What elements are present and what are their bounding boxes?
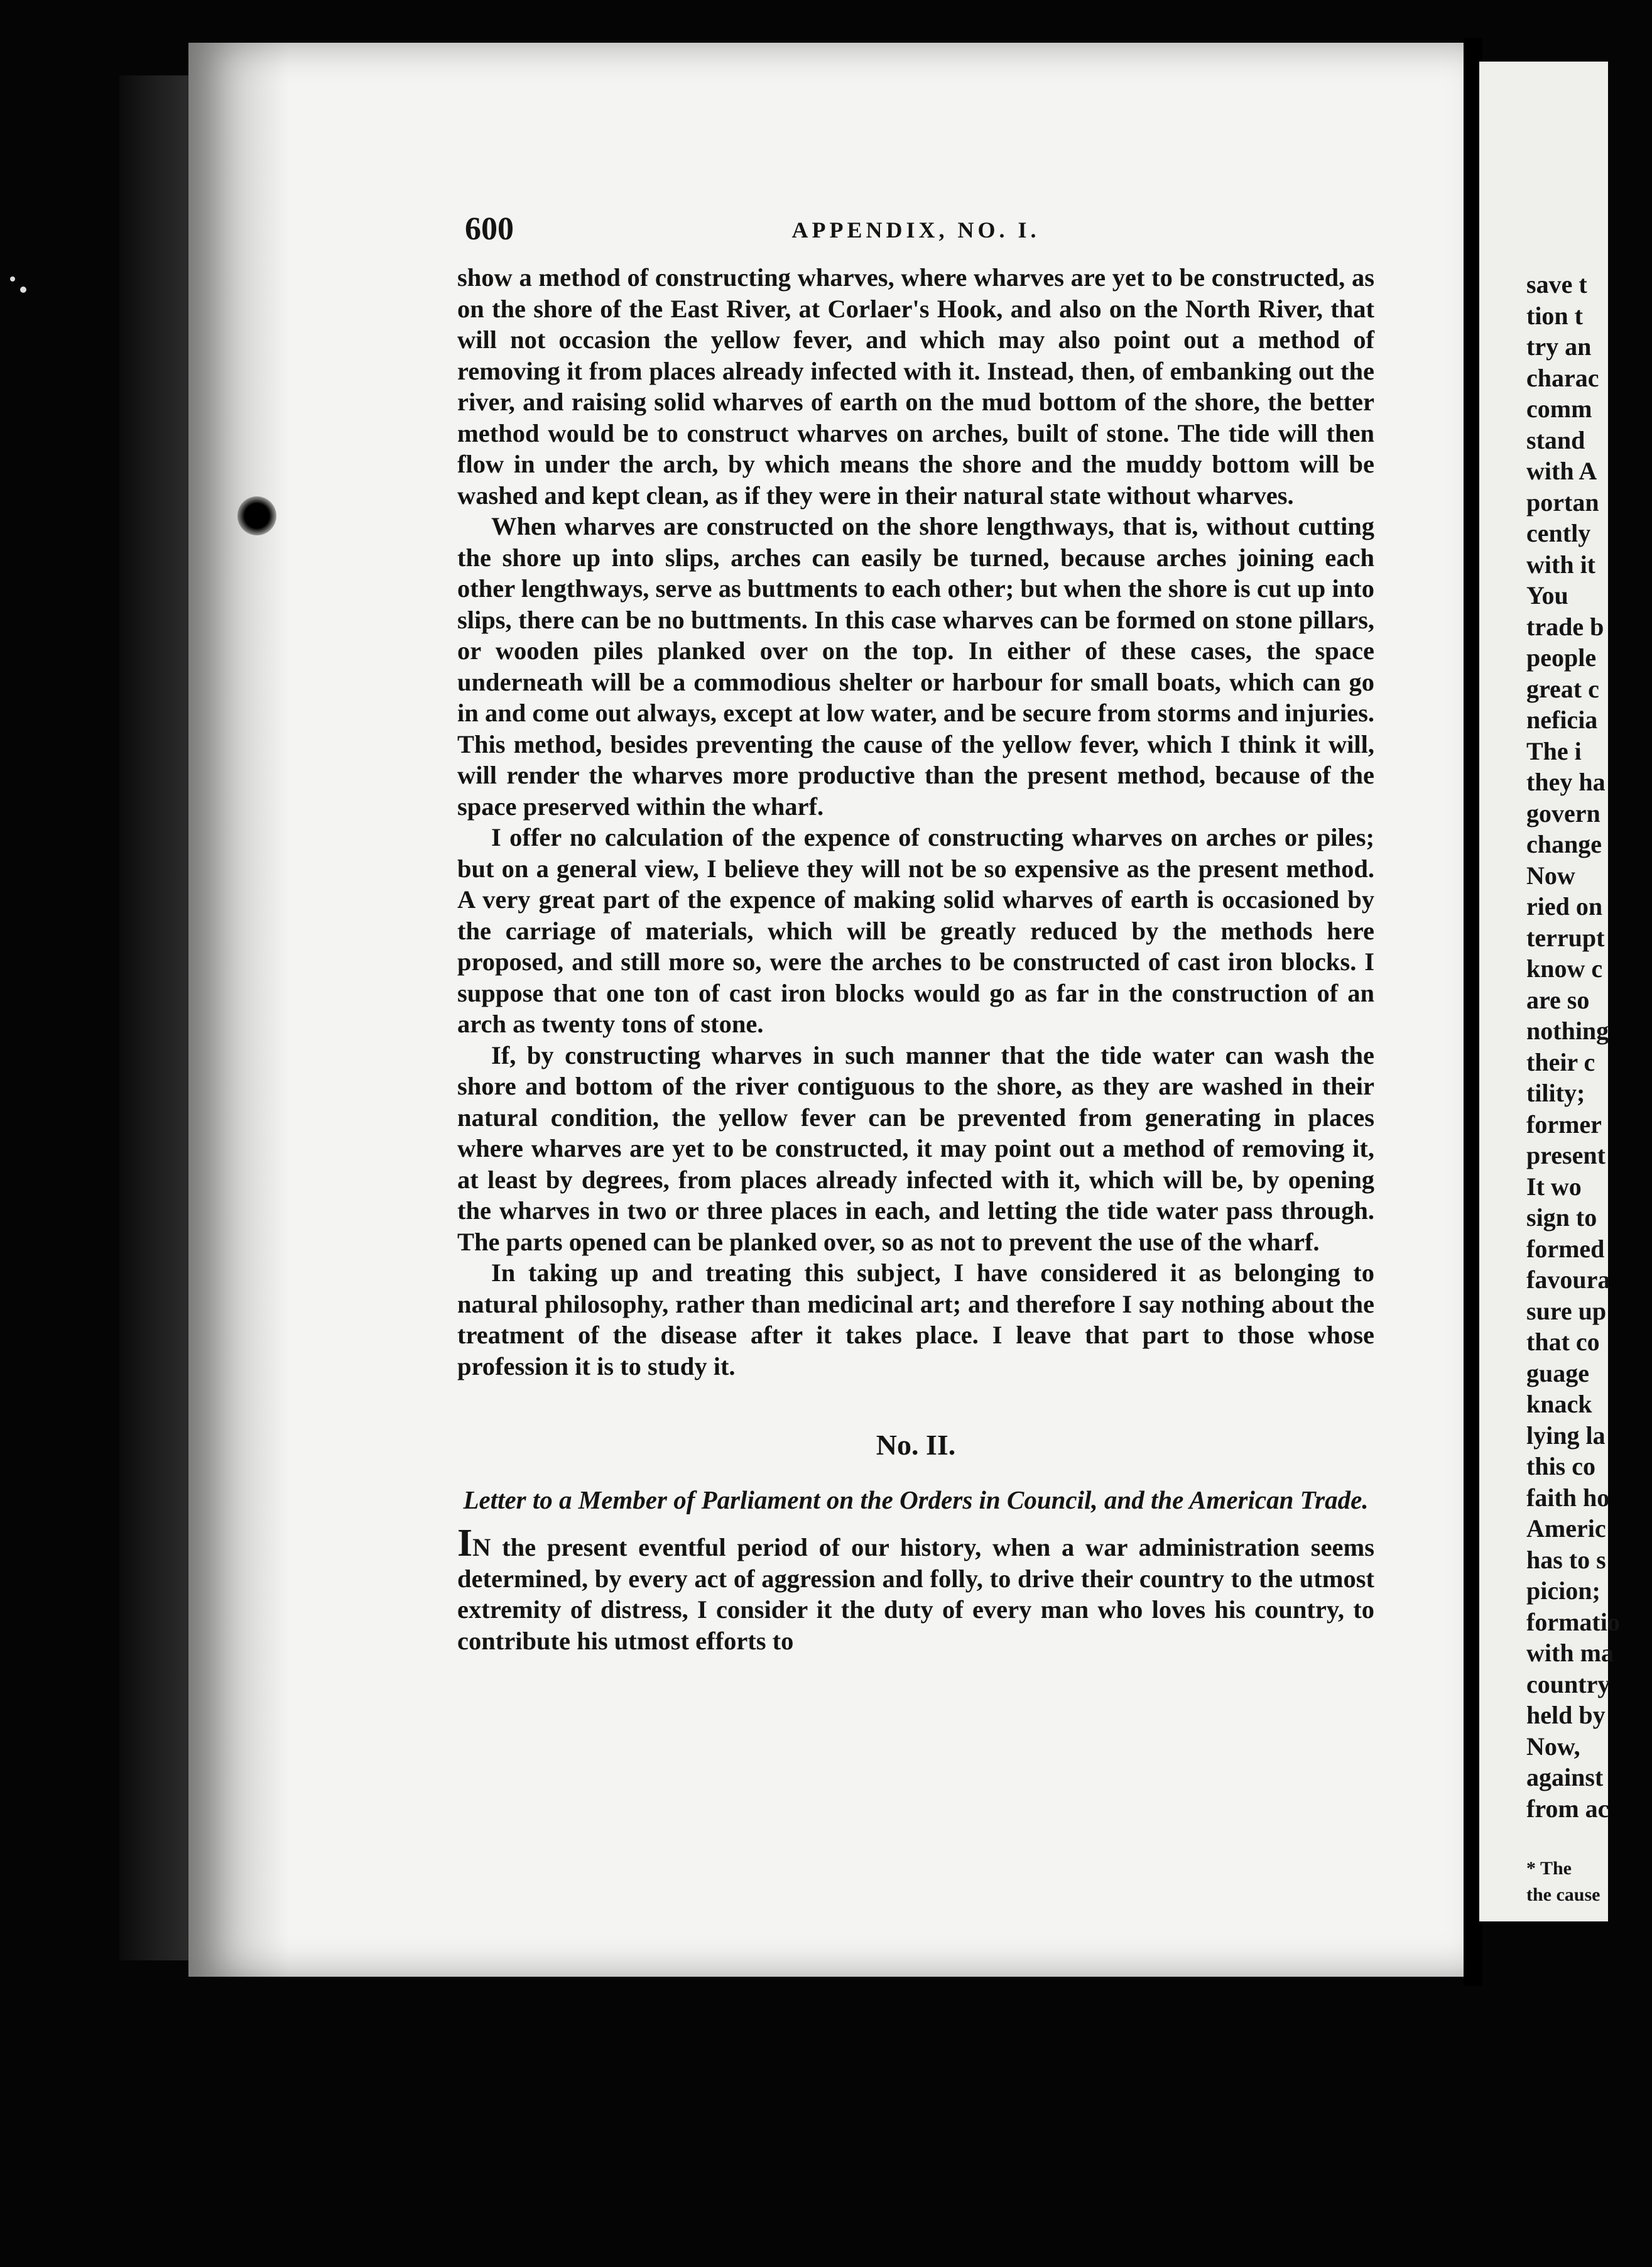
running-head xyxy=(457,210,1374,262)
facing-page-line: they ha xyxy=(1526,768,1606,796)
facing-page-line: tility; xyxy=(1526,1079,1585,1107)
facing-page-line: favoura xyxy=(1526,1265,1611,1294)
facing-page-line: country xyxy=(1526,1669,1611,1698)
running-head-title: APPENDIX, NO. I. xyxy=(791,217,1040,243)
page-gutter-shading xyxy=(188,43,289,1977)
page-number: 600 xyxy=(465,211,514,247)
facing-page-line: sign to xyxy=(1526,1203,1597,1232)
dust-speck xyxy=(20,287,26,293)
facing-page-line: tion t xyxy=(1526,301,1583,330)
book-page-right xyxy=(1479,62,1620,1921)
facing-page-line: that co xyxy=(1526,1328,1600,1356)
facing-page-line: formatio xyxy=(1526,1607,1620,1636)
paragraph: show a method of constructing wharves, where wharves are yet to be constructed, as on the shore of the East River, at Corlaer's Hook, and also on the North River, that will not occasion the yellow fever, and which may also point out a method of removing it from places already infected with it. Instead, then, of embanking out the river, and raising solid wharves of earth on the mud bottom of the shore, the better method would be to construct wharves on arches, built of stone. The tide will then flow in under the arch, by which means the shore and the muddy bottom will be washed and kept clean, as if they were in their natural state without wharves. xyxy=(457,263,1374,510)
facing-page-line: great c xyxy=(1526,674,1599,703)
facing-page-line: try an xyxy=(1526,332,1592,361)
facing-page-line: charac xyxy=(1526,363,1599,392)
facing-page-line: The i xyxy=(1526,736,1582,765)
facing-page-line: faith ho xyxy=(1526,1483,1610,1512)
facing-page-line: guage xyxy=(1526,1358,1589,1387)
facing-page-line: change xyxy=(1526,830,1602,858)
facing-page-footnote xyxy=(1526,1855,1652,1908)
letter-opening-text: N the present eventful period of our history, when a war administration seems determined, by every act of aggression and folly, to drive their country to the utmost extremity of distress, I consider it the duty of every man who loves his country, to contribute his utmost efforts to xyxy=(457,1533,1374,1655)
facing-page-line: former xyxy=(1526,1110,1602,1139)
facing-page-line: held by xyxy=(1526,1701,1606,1729)
facing-page-line: know c xyxy=(1526,954,1603,983)
paragraph: If, by constructing wharves in such manner that the tide water can wash the shore and bottom of the river contiguous to the shore, as they are washed in their natural condition, the yellow fever can be prevented from generating in places where wharves are yet to be constructed, it may point out a method of removing it, at least by degrees, from places already infected with it, which will be, by opening the wharves in two or three places in each, and letting the tide water pass through. The parts opened can be planked over, so as not to prevent the use of the wharf. xyxy=(457,1041,1374,1256)
facing-page-line: knack xyxy=(1526,1390,1592,1418)
paragraph: I offer no calculation of the expence of constructing wharves on arches or piles; but on a general view, I believe they will not be so expensive as the present method. A very great part of the expence of making solid wharves of earth is occasioned by the carriage of materials, which will be greatly reduced by the methods here proposed, and still more so, were the arches to be constructed of cast iron blocks. I suppose that one ton of cast iron blocks would go as far in the construction of an arch as twenty tons of stone. xyxy=(457,823,1374,1038)
facing-page-line: cently xyxy=(1526,519,1591,547)
facing-page-line: has to s xyxy=(1526,1545,1606,1574)
facing-page-line: with it xyxy=(1526,550,1595,579)
facing-page-line: nothing xyxy=(1526,1017,1609,1045)
facing-page-line: trade b xyxy=(1526,612,1604,641)
facing-page-line: terrupt xyxy=(1526,923,1605,952)
facing-page-line: are so xyxy=(1526,985,1590,1014)
facing-page-line: with ma xyxy=(1526,1639,1614,1667)
section-heading: No. II. xyxy=(876,1429,956,1461)
facing-page-line: Americ xyxy=(1526,1514,1606,1543)
facing-page-line: present xyxy=(1526,1141,1606,1169)
drop-cap: I xyxy=(457,1522,473,1565)
facing-page-line: save t xyxy=(1526,270,1587,298)
facing-page-line: people xyxy=(1526,643,1597,672)
facing-page-line: picion; xyxy=(1526,1576,1600,1605)
ink-blot xyxy=(237,496,276,535)
facing-page-line: Now, xyxy=(1526,1732,1580,1761)
facing-page-line: sure up xyxy=(1526,1296,1607,1325)
paragraph: When wharves are constructed on the shore lengthways, that is, without cutting the shore up into slips, arches can easily be turned, because arches joining each other lengthways, serve as buttments to each other; but when the shore is cut up into slips, there can be no buttments. In this case wharves can be formed on stone pillars, or wooden piles planked over on the top. In either of these cases, the space underneath will be a commodious shelter or harbour for small boats, which can go in and come out always, except at low water, and be secure from storms and injuries. This method, besides preventing the cause of the yellow fever, which I think it will, will render the wharves more productive than the present method, because of the space preserved within the wharf. xyxy=(457,512,1374,821)
facing-page-line: with A xyxy=(1526,457,1597,485)
facing-page-footnote-line: * The xyxy=(1526,1858,1572,1879)
facing-page-line: against xyxy=(1526,1763,1604,1791)
facing-page-line: their c xyxy=(1526,1047,1595,1076)
facing-page-line: govern xyxy=(1526,799,1600,828)
letter-title: Letter to a Member of Parliament on the Orders in Council, and the American Trade. xyxy=(463,1485,1369,1514)
facing-page-line: neficia xyxy=(1526,706,1598,734)
page-text xyxy=(457,210,1374,1656)
facing-page-line: stand xyxy=(1526,425,1585,454)
facing-page-text xyxy=(1526,269,1652,1908)
facing-page-line: from ac xyxy=(1526,1794,1609,1823)
facing-page-line: It wo xyxy=(1526,1172,1582,1201)
facing-page-line: ried on xyxy=(1526,892,1603,920)
dust-speck xyxy=(10,276,15,281)
facing-page-line: comm xyxy=(1526,395,1592,423)
facing-page-line: lying la xyxy=(1526,1421,1606,1450)
facing-page-line: formed xyxy=(1526,1234,1605,1263)
paragraph: In taking up and treating this subject, I have considered it as belonging to natural philosophy, rather than medicinal art; and therefore I say nothing about the treatment of the disease after it takes place. I leave that part to those whose profession it is to study it. xyxy=(457,1259,1374,1380)
letter-opening-paragraph xyxy=(457,1522,1374,1656)
facing-page-line: this co xyxy=(1526,1452,1595,1480)
facing-page-line: You xyxy=(1526,581,1568,609)
facing-page-footnote-line: the cause xyxy=(1526,1884,1600,1905)
facing-page-line: portan xyxy=(1526,488,1599,516)
facing-page-line: Now xyxy=(1526,861,1575,890)
